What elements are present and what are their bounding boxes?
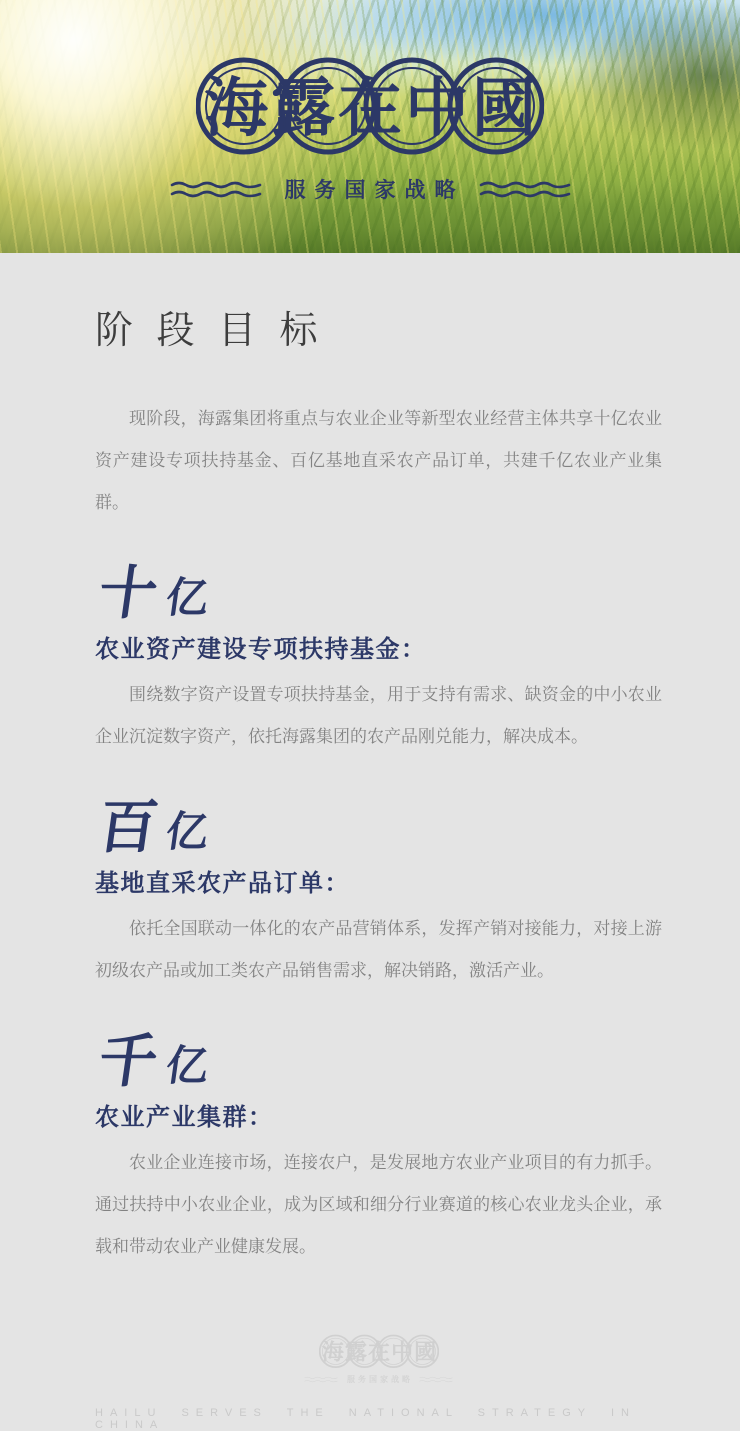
section-heading: 农业产业集群： <box>95 1105 274 1131</box>
intro-paragraph: 现阶段，海露集团将重点与农业企业等新型农业经营主体共享十亿农业资产建设专项扶持基金、百亿基地直采农产品订单，共建千亿农业产业集群。 <box>95 409 662 512</box>
logo-subtitle <box>170 174 571 204</box>
section-hundred-billion <box>94 793 662 992</box>
logo-char: 中 <box>405 73 469 144</box>
watermark-subtitle <box>304 1374 453 1385</box>
logo-char: 海 <box>204 73 268 144</box>
brand-logo <box>0 56 740 204</box>
calligraphy-number <box>94 559 670 627</box>
section-body: 围绕数字资产设置专项扶持基金，用于支持有需求、缺资金的中小农业企业沉淀数字资产，依托海露集团的农产品刚兑能力，解决成本。 <box>95 685 662 746</box>
watermark-subtitle-text: 服务国家战略 <box>347 1375 413 1384</box>
page-title: 阶 段 目 标 <box>95 310 325 352</box>
calligraphy-number <box>94 793 670 861</box>
section-thousand-billion <box>94 1027 662 1268</box>
logo-rings-icon <box>196 56 544 160</box>
watermark-char: 露 <box>344 1339 367 1365</box>
wave-right-icon <box>479 181 571 198</box>
watermark-char: 在 <box>367 1339 390 1365</box>
hero-banner <box>0 0 740 253</box>
wave-left-icon <box>304 1375 338 1384</box>
logo-char: 在 <box>338 73 402 144</box>
unit-char: 亿 <box>163 1041 212 1090</box>
footer <box>95 1334 662 1431</box>
footer-english-line: HAILU SERVES THE NATIONAL STRATEGY IN CHINA <box>95 1407 636 1431</box>
section-heading: 农业资产建设专项扶持基金： <box>95 637 427 663</box>
section-body: 依托全国联动一体化的农产品营销体系，发挥产销对接能力，对接上游初级农产品或加工类农产品销售需求，解决销路，激活产业。 <box>95 919 662 980</box>
logo-char: 國 <box>472 73 536 144</box>
logo-char: 露 <box>271 73 335 144</box>
section-body: 农业企业连接市场，连接农户，是发展地方农业产业项目的有力抓手。通过扶持中小农业企业，成为区域和细分行业赛道的核心农业龙头企业，承载和带动农业产业健康发展。 <box>95 1153 662 1256</box>
section-heading: 基地直采农产品订单： <box>95 871 350 897</box>
watermark-char: 海 <box>321 1339 344 1365</box>
logo-subtitle-text: 服务国家战略 <box>284 178 465 202</box>
calligraphy-number <box>94 1027 670 1095</box>
watermark-char: 中 <box>390 1339 413 1365</box>
wave-left-icon <box>170 181 262 198</box>
unit-char: 亿 <box>163 807 212 856</box>
watermark-char: 國 <box>413 1339 436 1365</box>
section-ten-billion <box>94 559 662 758</box>
unit-char: 亿 <box>163 573 212 622</box>
watermark-logo-icon <box>319 1334 439 1370</box>
wave-right-icon <box>419 1375 453 1384</box>
main-content <box>0 299 740 1431</box>
number-char: 百 <box>94 793 162 861</box>
number-char: 千 <box>94 1027 162 1095</box>
number-char: 十 <box>94 559 162 627</box>
